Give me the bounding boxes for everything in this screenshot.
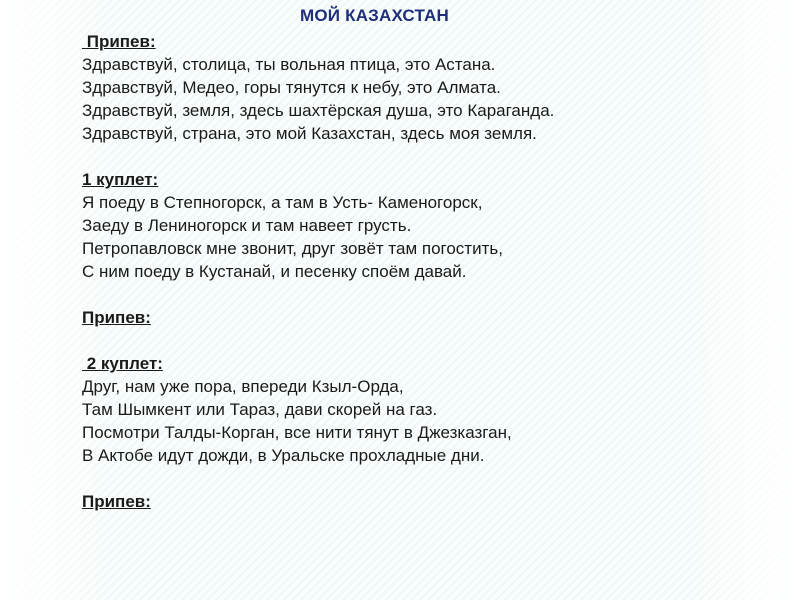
verse-1-block <box>82 168 742 283</box>
verse-1-line: Петропавловск мне звонит, друг зовёт там погостить, <box>82 239 503 258</box>
lyrics-body <box>82 6 742 513</box>
verse-2-block <box>82 352 742 467</box>
verse-2-line: Посмотри Талды-Корган, все нити тянут в Джезказган, <box>82 423 512 442</box>
verse-2-line: В Актобе идут дожди, в Уральске прохладные дни. <box>82 446 485 465</box>
chorus-label: Припев: <box>82 32 156 51</box>
chorus-line: Здравствуй, столица, ты вольная птица, это Астана. <box>82 55 496 74</box>
verse-2-label: 2 куплет: <box>82 354 163 373</box>
chorus-line: Здравствуй, Медео, горы тянутся к небу, это Алмата. <box>82 78 501 97</box>
verse-2-line: Там Шымкент или Тараз, дави скорей на газ. <box>82 400 438 419</box>
chorus-reference: Припев: <box>82 492 151 511</box>
verse-1-line: Я поеду в Степногорск, а там в Усть- Каменогорск, <box>82 193 483 212</box>
chorus-line: Здравствуй, земля, здесь шахтёрская душа, это Караганда. <box>82 101 555 120</box>
chorus-block <box>82 30 742 145</box>
verse-1-label: 1 куплет: <box>82 170 159 189</box>
chorus-reference: Припев: <box>82 308 151 327</box>
verse-1-line: Заеду в Лениногорск и там навеет грусть. <box>82 216 412 235</box>
song-title: МОЙ КАЗАХСТАН <box>300 6 449 25</box>
verse-1-line: С ним поеду в Кустанай, и песенку споём давай. <box>82 262 467 281</box>
verse-2-line: Друг, нам уже пора, впереди Кзыл-Орда, <box>82 377 404 396</box>
chorus-line: Здравствуй, страна, это мой Казахстан, здесь моя земля. <box>82 124 537 143</box>
